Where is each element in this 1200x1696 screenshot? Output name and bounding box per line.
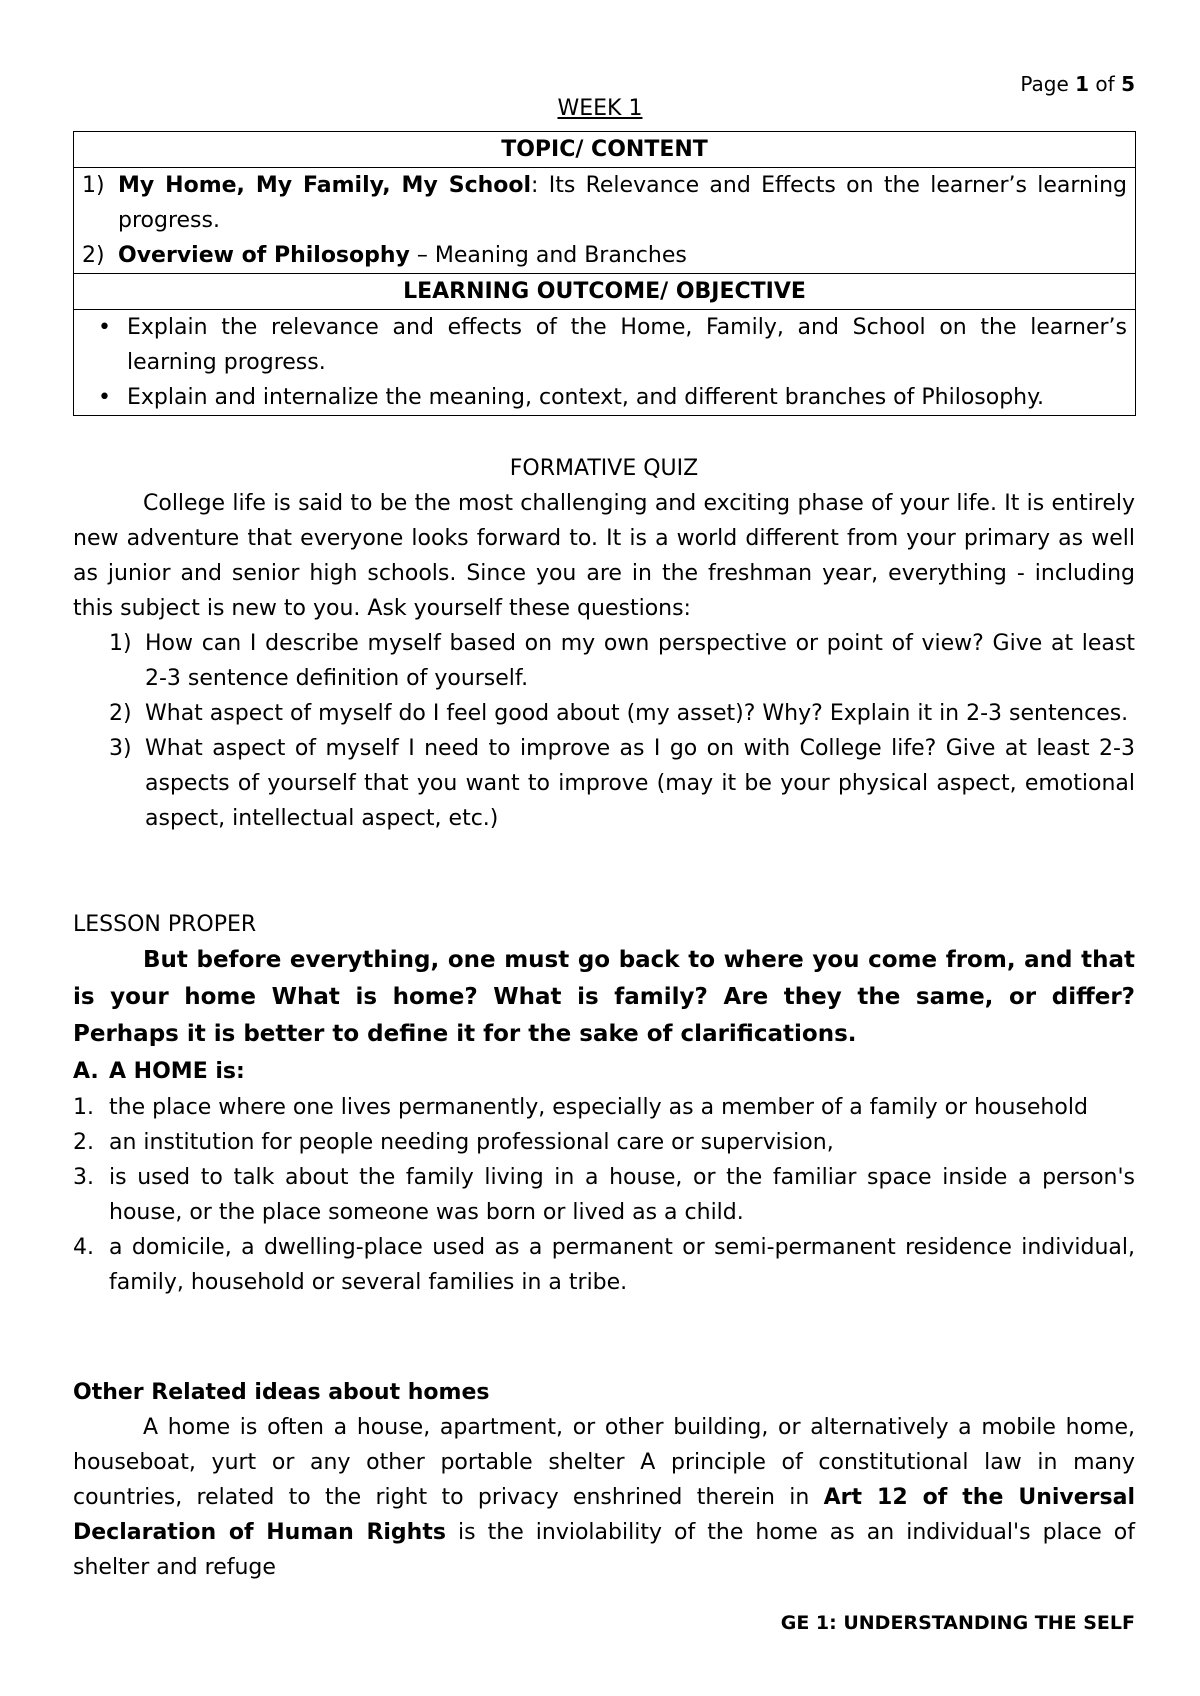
topic-content bbox=[74, 168, 1136, 274]
quiz-question: 2) What aspect of myself do I feel good about (my asset)? Why? Explain it in 2-3 sentences. bbox=[109, 701, 1129, 726]
outcome-item: • Explain the relevance and effects of the Home, Family, and School on the learner’s learning progress. bbox=[82, 310, 1127, 380]
topic-item: 1) My Home, My Family, My School: Its Relevance and Effects on the learner’s learning progress. bbox=[82, 173, 1127, 233]
bullet-icon: • bbox=[98, 385, 111, 410]
topic-outcome-table bbox=[73, 131, 1136, 416]
related-text: A home is often a house, apartment, or other building, or alternatively a mobile home, houseboat, yurt or any other portable shelter A principle of constitutional law in many countries, related to the right to privacy enshrined therein in Art 12 of the Universal Declaration of Human Rights is the inviolability of the home as an individual's place of shelter and refuge bbox=[73, 1415, 1136, 1580]
home-definition: 4. a domicile, a dwelling-place used as a permanent or semi-permanent residence individual, family, household or several families in a tribe. bbox=[73, 1235, 1135, 1295]
bullet-icon: • bbox=[98, 315, 111, 340]
outcome-content bbox=[74, 310, 1136, 416]
quiz-question: 3) What aspect of myself I need to improve as I go on with College life? Give at least 2-3 aspects of yourself that you want to improve (may it be your physical aspect, emotional aspect, intellectual aspect, etc.) bbox=[109, 736, 1135, 831]
topic-item: 2) Overview of Philosophy – Meaning and Branches bbox=[82, 243, 687, 268]
lesson-title: LESSON PROPER bbox=[73, 912, 257, 937]
formative-quiz bbox=[73, 451, 1135, 836]
quiz-title: FORMATIVE QUIZ bbox=[509, 456, 699, 481]
footer-course-title: GE 1: UNDERSTANDING THE SELF bbox=[780, 1612, 1135, 1634]
home-definition: 3. is used to talk about the family living in a house, or the familiar space inside a person's house, or the place someone was born or lived as a child. bbox=[73, 1165, 1135, 1225]
topic-heading: TOPIC/ CONTENT bbox=[74, 132, 1136, 168]
quiz-question: 1) How can I describe myself based on my own perspective or point of view? Give at least 2-3 sentence definition of yourself. bbox=[109, 631, 1135, 691]
week-title: WEEK 1 bbox=[557, 96, 643, 121]
related-title: Other Related ideas about homes bbox=[73, 1380, 490, 1405]
home-definitions bbox=[73, 1090, 1135, 1300]
home-heading: A. A HOME is: bbox=[73, 1059, 245, 1084]
home-definition: 1. the place where one lives permanently, especially as a member of a family or household bbox=[73, 1095, 1088, 1120]
lesson-proper bbox=[73, 907, 1135, 1300]
quiz-intro: College life is said to be the most challenging and exciting phase of your life. It is entirely new adventure that everyone looks forward to. It is a world different from your primary as well as junior and senior high schools. Since you are in the freshman year, everything - including this subject is new to you. Ask yourself these questions: bbox=[73, 491, 1135, 621]
lesson-intro: But before everything, one must go back to where you come from, and that is your home What is home? What is family? Are they the same, or differ? Perhaps it is better to define it for the sake of clarifications. bbox=[73, 947, 1135, 1047]
home-definition: 2. an institution for people needing professional care or supervision, bbox=[73, 1130, 834, 1155]
related-ideas bbox=[73, 1375, 1135, 1585]
outcome-item: • Explain and internalize the meaning, context, and different branches of Philosophy. bbox=[82, 380, 1127, 415]
outcome-heading: LEARNING OUTCOME/ OBJECTIVE bbox=[74, 274, 1136, 310]
quiz-questions bbox=[73, 626, 1135, 836]
page-number: Page 1 of 5 bbox=[1020, 72, 1135, 96]
